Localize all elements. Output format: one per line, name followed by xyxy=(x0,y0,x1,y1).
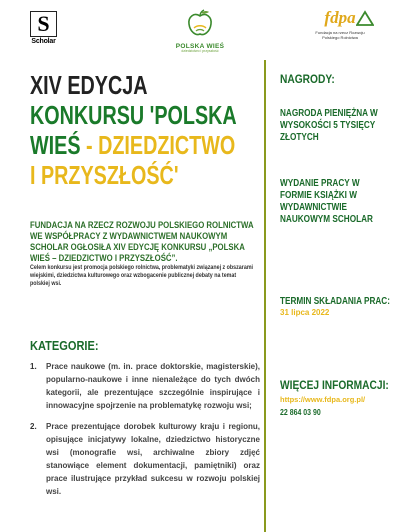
title-line-1: XIV EDYCJA xyxy=(30,70,148,100)
list-item-text: Prace naukowe (m. in. prace doktorskie, magisterskie), popularno-naukowe i inne nienależące do tych dwóch kategorii, ale prezentujące szczególnie inspirujące i innowacyjne spojrzenie na problematykę rozwoju wsi; xyxy=(46,362,260,410)
info-url-link[interactable]: https://www.fdpa.org.pl/ xyxy=(280,395,366,404)
intro-section xyxy=(30,220,256,288)
scholar-logo-mark: S xyxy=(30,11,57,37)
award-2-text: WYDANIE PRACY W FORMIE KSIĄŻKI W WYDAWNICTWIE NAUKOWYM SCHOLAR xyxy=(280,178,373,225)
deadline-heading: TERMIN SKŁADANIA PRAC: xyxy=(280,296,390,307)
title-line-4: I PRZYSZŁOŚĆ' xyxy=(30,160,179,190)
info-section xyxy=(280,378,394,418)
categories-heading: KATEGORIE: xyxy=(30,338,99,353)
info-heading: WIĘCEJ INFORMACJI: xyxy=(280,378,389,392)
title-line-3 xyxy=(30,130,236,160)
column-divider xyxy=(264,60,266,532)
list-item-number: 2. xyxy=(30,422,37,431)
title-line-3-green: WIEŚ xyxy=(30,130,81,160)
intro-announcement: FUNDACJA NA RZECZ ROZWOJU POLSKIEGO ROLNICTWA WE WSPÓŁPRACY Z WYDAWNICTWEM NAUKOWYM SCHOLAR OGŁOSIŁA XIV EDYCJĘ KONKURSU „POLSKA WIEŚ – DZIEDZICTWO I PRZYSZŁOŚĆ”. xyxy=(30,220,254,264)
fdpa-logo-word: fdpa xyxy=(324,8,356,27)
intro-description: Celem konkursu jest promocja polskiego rolnictwa, problematyki związanej z obszarami wiejskimi, dziedzictwa kulturowego oraz wzbogacenie publicznej debaty na temat polskiej wsi. xyxy=(30,264,254,287)
list-item xyxy=(30,420,262,498)
polska-wies-logo-tagline: dziedzictwo i przyszłość xyxy=(181,49,219,53)
page-title xyxy=(30,70,262,190)
award-1 xyxy=(280,108,394,144)
award-1-text: NAGRODA PIENIĘŻNA W WYSOKOŚCI 5 TYSIĘCY ZŁOTYCH xyxy=(280,108,378,143)
deadline-section xyxy=(280,296,394,318)
list-item-text: Prace prezentujące dorobek kulturowy kraju i regionu, opisujące inicjatywy lokalne, dziedzictwo historyczne wsi (monografie wsi, archiwalne zbiory zdjęć stanowiące element dokumentacji, pamiętniki) oraz prace ilustrujące przykład sukcesu w rozwoju polskiej wsi. xyxy=(46,422,260,496)
scholar-logo-text: Scholar xyxy=(31,38,56,45)
award-2 xyxy=(280,178,394,226)
categories-list xyxy=(30,360,262,506)
title-line-2: KONKURSU 'POLSKA xyxy=(30,100,237,130)
polska-wies-logo xyxy=(158,8,242,56)
list-item xyxy=(30,360,262,412)
awards-section xyxy=(280,72,394,86)
polska-wies-logo-name: POLSKA WIEŚ xyxy=(175,43,225,50)
scholar-logo xyxy=(30,11,57,47)
info-phone: 22 864 03 90 xyxy=(280,407,321,417)
fdpa-logo-subtitle-1: Fundacja na rzecz Rozwoju xyxy=(315,30,365,35)
fdpa-logo-subtitle-2: Polskiego Rolnictwa xyxy=(322,35,358,40)
fdpa-logo xyxy=(300,8,380,56)
roof-icon xyxy=(356,10,374,26)
deadline-date: 31 lipca 2022 xyxy=(280,308,330,317)
list-item-number: 1. xyxy=(30,362,37,371)
awards-heading: NAGRODY: xyxy=(280,72,335,86)
apple-icon xyxy=(185,8,215,38)
title-line-3-yellow: - DZIEDZICTWO xyxy=(80,130,236,160)
